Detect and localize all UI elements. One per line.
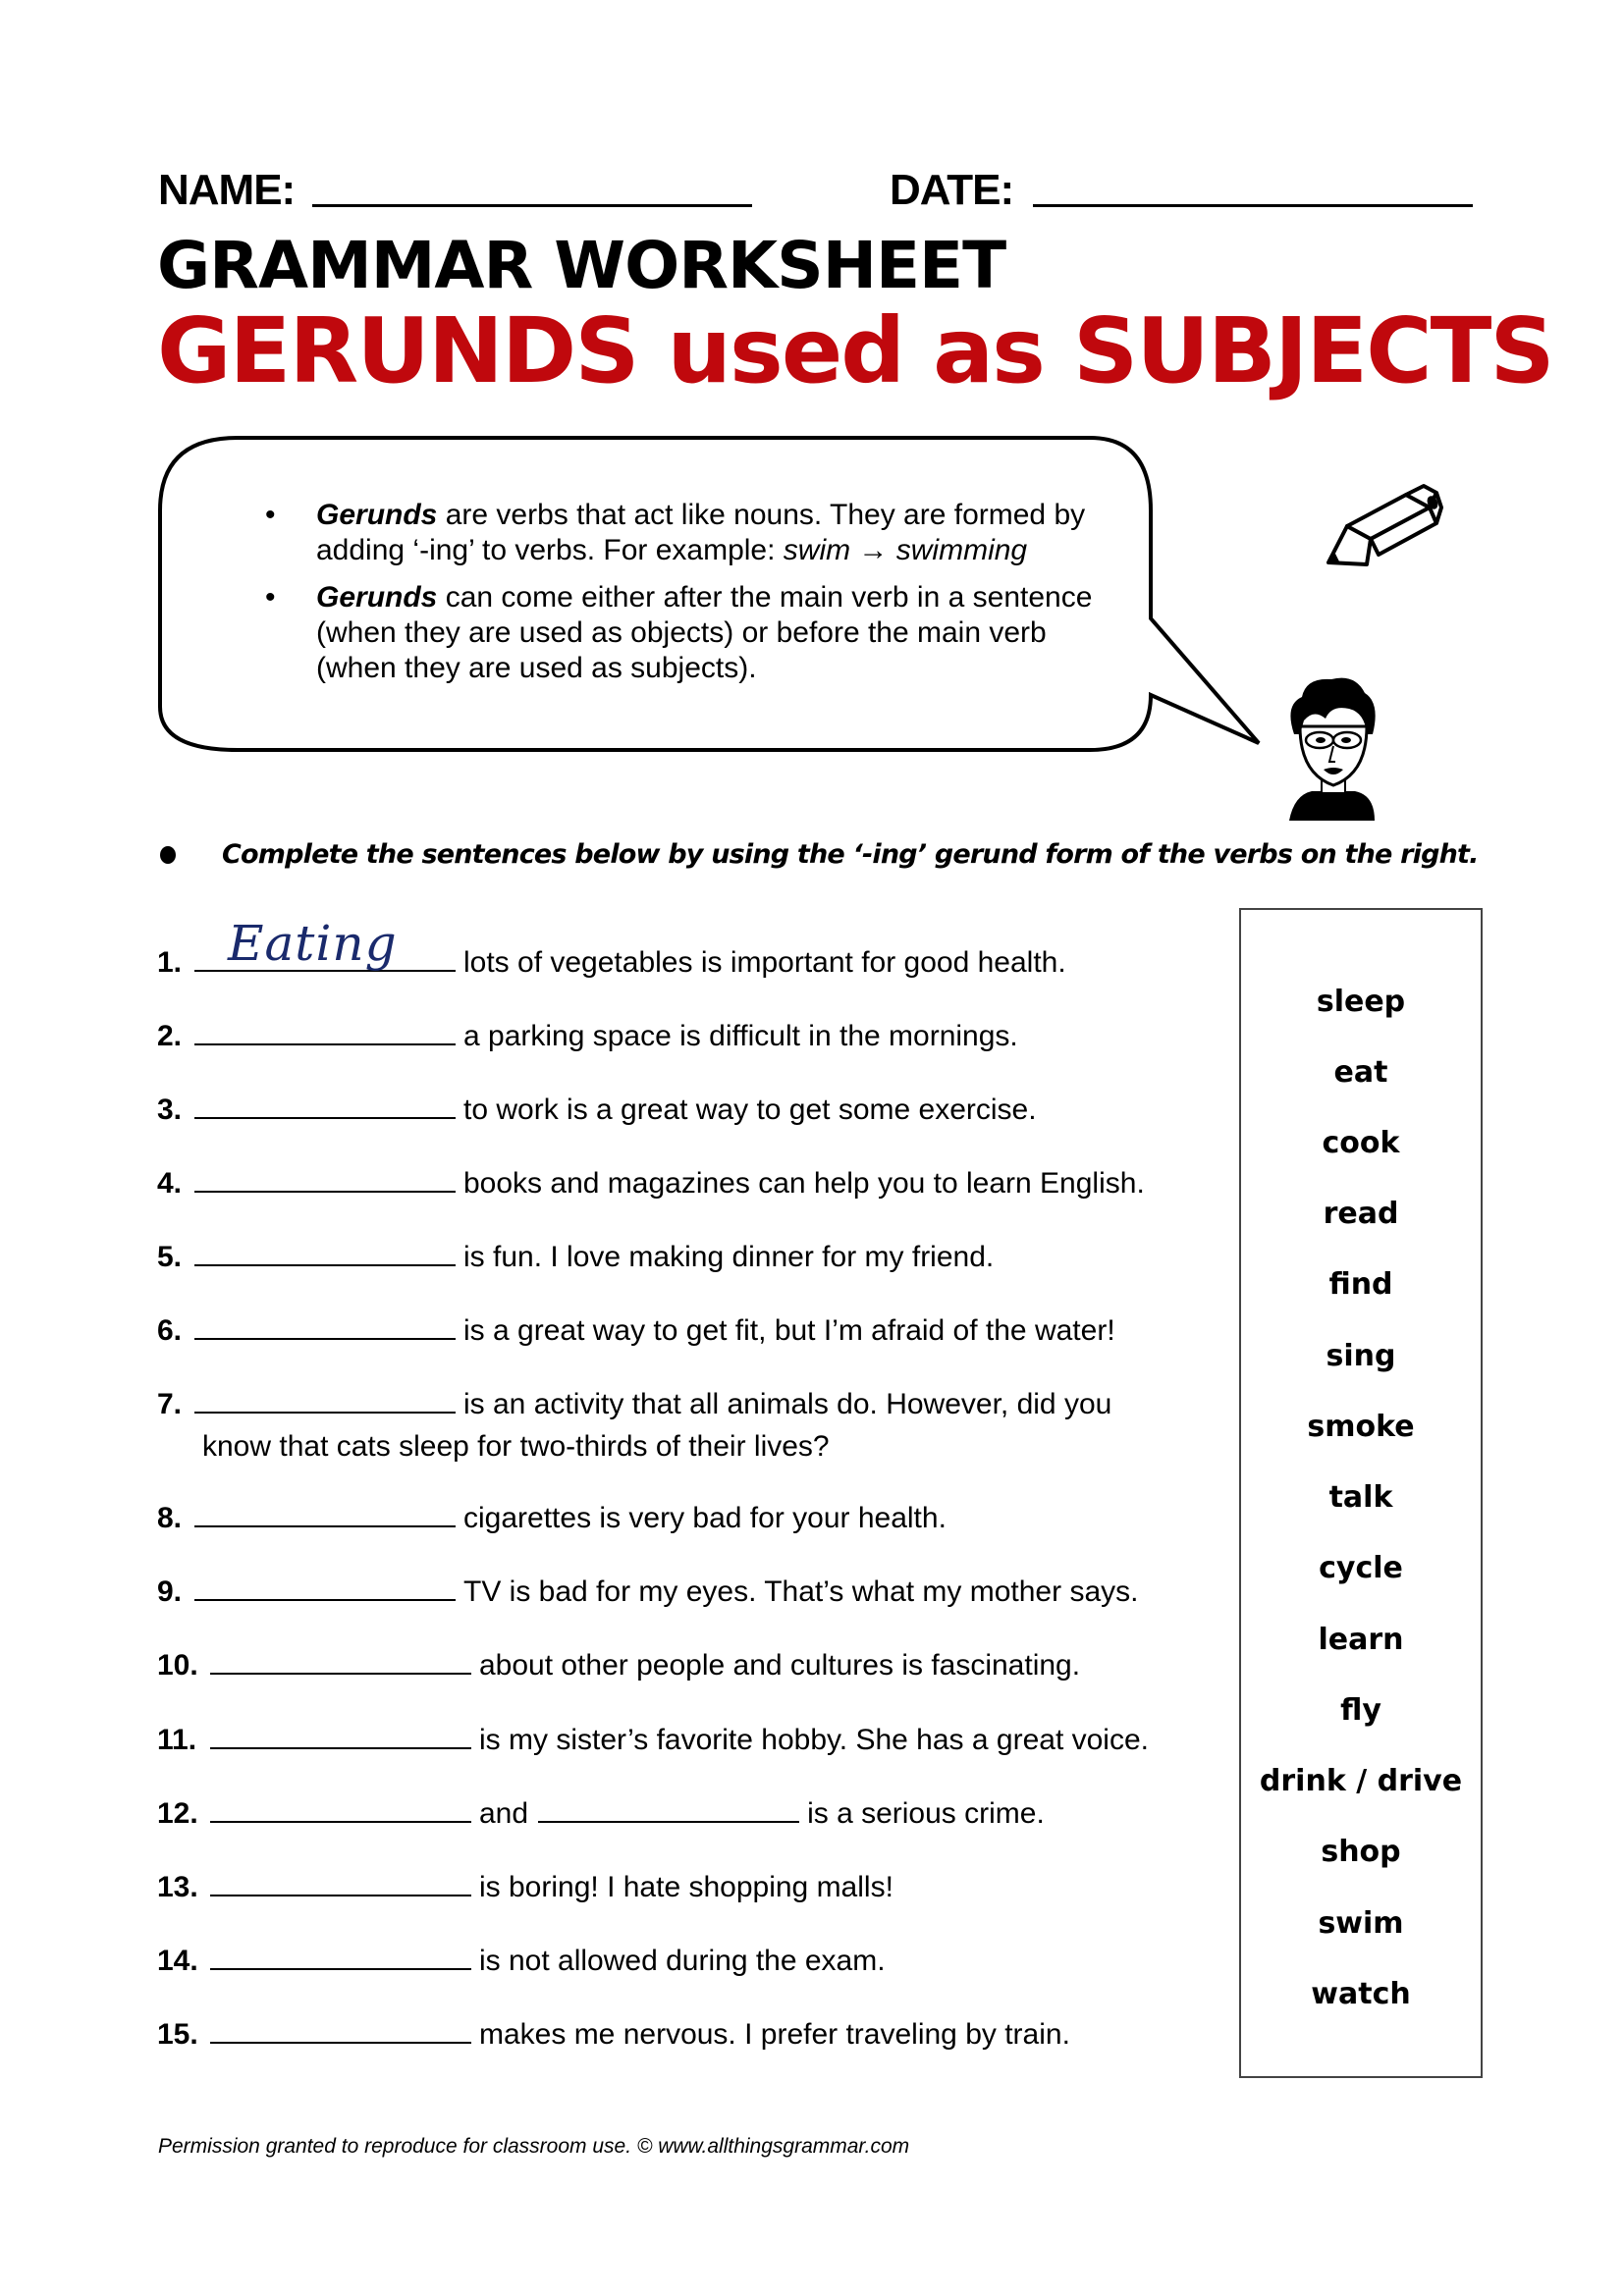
- info-text: can come either after the main verb in a sentence (when they are used as objects) or before the main verb (when they are used as subjects).: [316, 581, 1093, 684]
- word-bank-item: find: [1328, 1267, 1393, 1302]
- info-bullet: [265, 498, 1121, 568]
- info-text: are verbs that act like nouns. They are formed by adding ‘-ing’ to verbs. For example:: [316, 499, 1086, 566]
- word-bank-item: drink / drive: [1259, 1764, 1463, 1798]
- question-3: [157, 1088, 1037, 1128]
- question-text: is not allowed during the exam.: [479, 1945, 886, 1977]
- question-number: 10.: [157, 1649, 198, 1682]
- question-text: is an activity that all animals do. However, did you: [463, 1388, 1112, 1420]
- question-number: 11.: [157, 1724, 197, 1756]
- worksheet-heading: GRAMMAR WORKSHEET: [157, 228, 1006, 303]
- answer-blank[interactable]: [210, 1643, 471, 1675]
- question-text: makes me nervous. I prefer traveling by train.: [479, 2018, 1070, 2051]
- question-text: is my sister’s favorite hobby. She has a great voice.: [479, 1724, 1149, 1756]
- word-bank-item: fly: [1340, 1693, 1381, 1728]
- question-2: [157, 1014, 1018, 1054]
- question-number: 9.: [157, 1575, 183, 1608]
- term-gerunds: Gerunds: [316, 499, 438, 531]
- answer-blank[interactable]: [210, 1939, 471, 1970]
- question-7: [157, 1382, 1111, 1422]
- name-label: NAME:: [158, 166, 296, 214]
- answer-blank[interactable]: [194, 1088, 456, 1119]
- copyright-footer: Permission granted to reproduce for classroom use. © www.allthingsgrammar.com: [158, 2135, 910, 2158]
- answer-blank[interactable]: [194, 1235, 456, 1266]
- question-13: [157, 1865, 893, 1905]
- question-text: is a great way to get fit, but I’m afraid of the water!: [463, 1314, 1115, 1347]
- answer-blank[interactable]: [210, 1865, 471, 1896]
- answer-blank[interactable]: [194, 1161, 456, 1193]
- date-label: DATE:: [890, 166, 1014, 214]
- info-bubble-content: [265, 498, 1121, 698]
- info-bullet: [265, 580, 1121, 686]
- word-bank-item: eat: [1333, 1055, 1388, 1090]
- question-number: 2.: [157, 1020, 183, 1052]
- answer-blank[interactable]: [194, 1382, 456, 1414]
- question-text: is fun. I love making dinner for my friend.: [463, 1241, 995, 1273]
- question-11: [157, 1718, 1149, 1758]
- instructions: Complete the sentences below by using the ‘-ing’ gerund form of the verbs on the right.: [222, 839, 1479, 870]
- word-bank-item: shop: [1321, 1835, 1401, 1869]
- question-15: [157, 2012, 1070, 2053]
- handwritten-answer: Eating: [228, 915, 398, 972]
- word-bank-item: sleep: [1316, 985, 1406, 1019]
- question-text: is a serious crime.: [807, 1797, 1045, 1830]
- question-6: [157, 1308, 1115, 1349]
- answer-blank[interactable]: [194, 915, 456, 972]
- term-gerunds: Gerunds: [316, 581, 438, 614]
- question-number: 1.: [157, 946, 183, 979]
- question-8: [157, 1496, 947, 1536]
- question-number: 5.: [157, 1241, 183, 1273]
- answer-blank[interactable]: [194, 1308, 456, 1340]
- example-text: swim → swimming: [783, 534, 1028, 566]
- bullet-icon: •: [265, 499, 276, 531]
- question-number: 12.: [157, 1797, 198, 1830]
- teacher-avatar: [1284, 675, 1382, 823]
- question-text: a parking space is difficult in the mornings.: [463, 1020, 1018, 1052]
- question-text: books and magazines can help you to learn English.: [463, 1167, 1145, 1200]
- question-9: [157, 1570, 1138, 1610]
- page-title: GERUNDS used as SUBJECTS: [157, 298, 1553, 403]
- question-text: about other people and cultures is fascinating.: [479, 1649, 1081, 1682]
- word-bank-item: swim: [1318, 1906, 1404, 1941]
- question-text: to work is a great way to get some exercise.: [463, 1094, 1037, 1126]
- answer-blank[interactable]: [194, 1496, 456, 1527]
- question-number: 13.: [157, 1871, 198, 1903]
- answer-blank[interactable]: [210, 2012, 471, 2044]
- answer-blank[interactable]: [194, 1014, 456, 1045]
- question-10: [157, 1643, 1080, 1683]
- word-bank-item: smoke: [1307, 1410, 1415, 1444]
- word-bank-item: read: [1323, 1197, 1399, 1231]
- word-bank-item: learn: [1318, 1623, 1404, 1657]
- answer-blank[interactable]: [210, 1791, 471, 1823]
- word-bank-item: cook: [1322, 1126, 1400, 1160]
- question-text: and: [479, 1797, 529, 1830]
- question-number: 3.: [157, 1094, 183, 1126]
- question-5: [157, 1235, 994, 1275]
- word-bank-item: sing: [1326, 1339, 1396, 1373]
- word-bank-item: talk: [1328, 1480, 1393, 1515]
- question-7-continuation: know that cats sleep for two-thirds of their lives?: [202, 1430, 830, 1463]
- pencil-icon: [1326, 481, 1448, 569]
- question-number: 8.: [157, 1502, 183, 1534]
- bullet-icon: [160, 846, 176, 864]
- question-number: 7.: [157, 1388, 183, 1420]
- question-12: [157, 1791, 1045, 1832]
- word-bank: [1239, 908, 1483, 2078]
- word-bank-item: cycle: [1319, 1551, 1403, 1585]
- answer-blank[interactable]: [210, 1718, 471, 1749]
- question-text: lots of vegetables is important for good health.: [463, 946, 1066, 979]
- word-bank-item: watch: [1311, 1977, 1411, 2011]
- question-number: 4.: [157, 1167, 183, 1200]
- question-number: 15.: [157, 2018, 198, 2051]
- question-number: 14.: [157, 1945, 198, 1977]
- question-4: [157, 1161, 1145, 1201]
- question-text: is boring! I hate shopping malls!: [479, 1871, 893, 1903]
- question-text: cigarettes is very bad for your health.: [463, 1502, 947, 1534]
- question-number: 6.: [157, 1314, 183, 1347]
- answer-blank[interactable]: [194, 1570, 456, 1601]
- question-text: TV is bad for my eyes. That’s what my mother says.: [463, 1575, 1139, 1608]
- question-14: [157, 1939, 886, 1979]
- answer-blank-2[interactable]: [538, 1791, 799, 1823]
- question-1: [157, 915, 1066, 981]
- bullet-icon: •: [265, 581, 276, 614]
